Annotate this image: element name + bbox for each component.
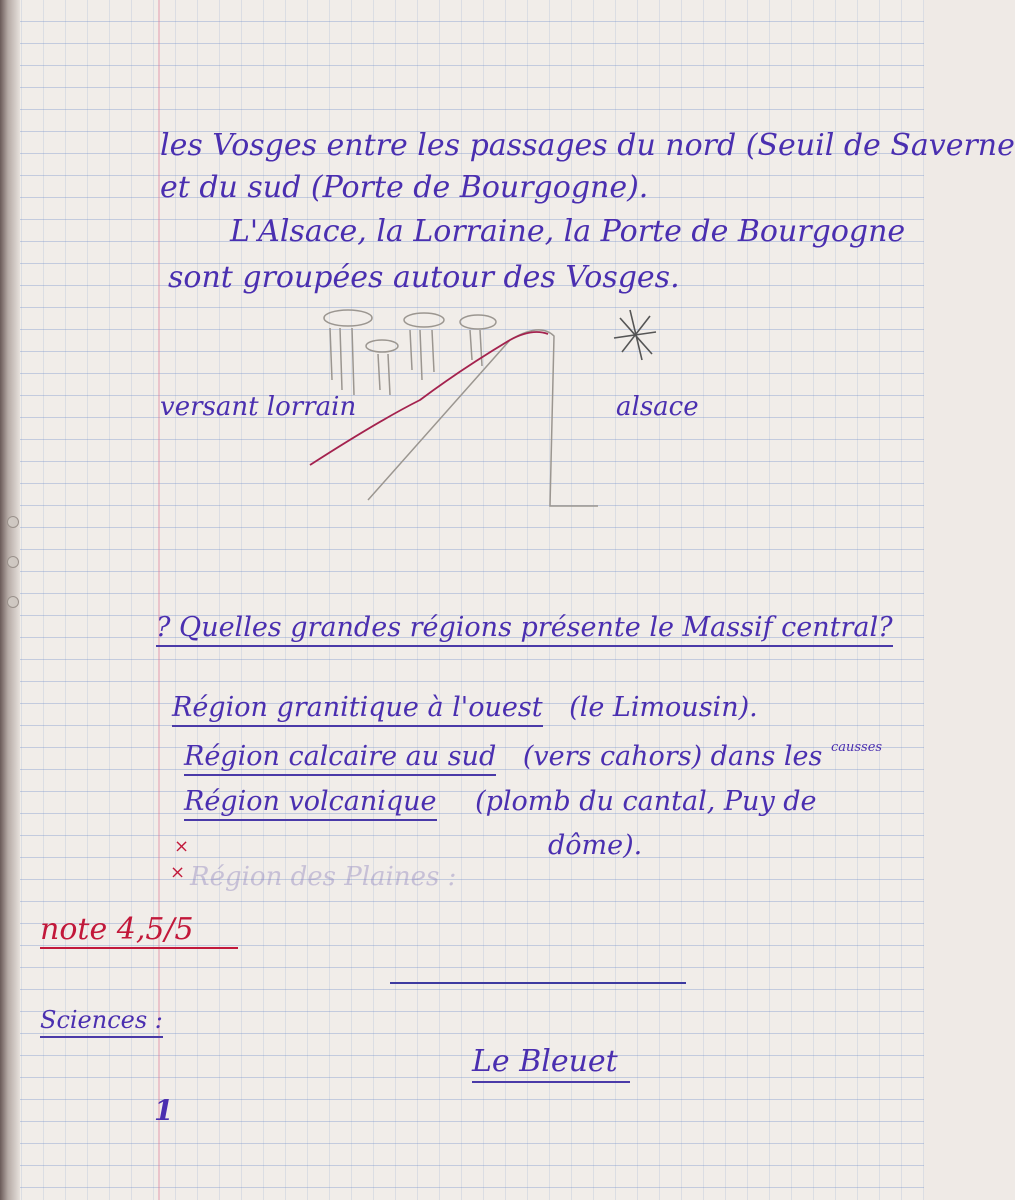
answer-title: Région volcanique xyxy=(184,786,437,821)
text-line-1: les Vosges entre les passages du nord (Seuil de Saverne xyxy=(160,128,1015,163)
binding-hole xyxy=(7,516,19,528)
question-text: ? Quelles grandes régions présente le Massif central? xyxy=(156,612,893,647)
answer-row-3 xyxy=(184,786,817,817)
answer-row-3-continued: dôme). xyxy=(548,830,643,861)
sciences-label: Sciences : xyxy=(40,1006,163,1038)
page-number: 1 xyxy=(154,1094,174,1127)
answer-detail: (vers cahors) dans les xyxy=(522,741,823,772)
signature-text: Le Bleuet xyxy=(472,1044,630,1083)
binding-hole xyxy=(7,596,19,608)
sciences-heading xyxy=(40,1006,163,1034)
text-line-3: L'Alsace, la Lorraine, la Porte de Bourgogne xyxy=(230,214,906,249)
signature-line xyxy=(390,982,686,984)
answer-title: Région granitique à l'ouest xyxy=(172,692,543,727)
grade: note 4,5/5 xyxy=(40,912,238,949)
answer-title: Région calcaire au sud xyxy=(184,741,496,776)
answer-detail: (le Limousin). xyxy=(569,692,758,723)
answer-row-2 xyxy=(184,740,882,772)
sketch-label-lorrain: versant lorrain xyxy=(160,392,357,422)
red-cross-mark: × xyxy=(174,836,190,857)
sketch-label-alsace: alsace xyxy=(616,392,699,422)
text-line-4: sont groupées autour des Vosges. xyxy=(168,260,680,295)
text-line-2: et du sud (Porte de Bourgogne). xyxy=(160,170,649,205)
binding-hole xyxy=(7,556,19,568)
faded-text: Région des Plaines : xyxy=(190,862,457,892)
answer-detail: (plomb du cantal, Puy de xyxy=(475,786,817,817)
answer-row-1 xyxy=(172,692,758,723)
question-heading xyxy=(156,612,893,643)
signature xyxy=(472,1044,630,1079)
answer-note: causses xyxy=(830,740,883,755)
red-cross-mark: × xyxy=(170,862,186,883)
